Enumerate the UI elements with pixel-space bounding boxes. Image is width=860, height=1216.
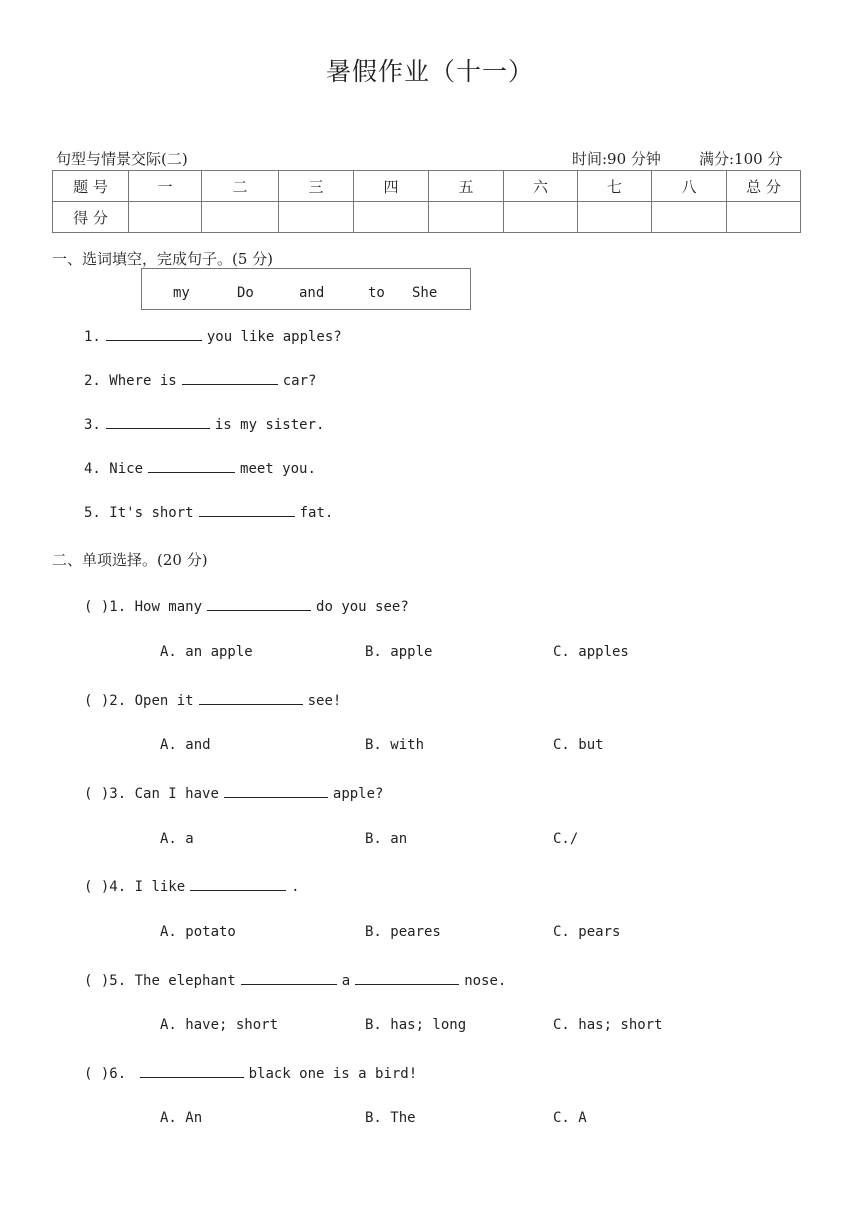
choice-question (84, 783, 383, 802)
fill-question (84, 458, 316, 477)
score-table-cell: 得 分 (53, 202, 129, 233)
question-number: 2. (84, 373, 101, 389)
answer-blank[interactable] (199, 502, 295, 517)
section1-heading: 一、选词填空，完成句子。(5 分) (52, 250, 274, 268)
score-table-header-row (53, 171, 801, 202)
option-a[interactable]: A. an apple (160, 644, 253, 660)
fill-question (84, 326, 342, 345)
score-table (52, 170, 801, 233)
question-text: apple? (332, 786, 384, 802)
answer-blank (224, 783, 328, 798)
option-a[interactable]: A. An (160, 1110, 203, 1126)
option-c[interactable]: C. apples (553, 644, 629, 660)
answer-paren[interactable]: ( )1. (84, 599, 127, 615)
question-text: do you see? (316, 599, 409, 615)
score-table-cell: 六 (504, 171, 578, 202)
choice-question (84, 876, 300, 895)
option-b[interactable]: B. has; long (365, 1017, 467, 1033)
word-bank-item: and (299, 285, 325, 301)
word-bank (141, 268, 471, 310)
question-number: 5. (84, 505, 101, 521)
answer-paren[interactable]: ( )5. (84, 973, 127, 989)
fill-question (84, 414, 324, 433)
question-text: see! (307, 693, 342, 709)
score-table-cell: 七 (578, 171, 652, 202)
score-input-cell[interactable] (279, 202, 354, 233)
score-input-cell[interactable] (354, 202, 429, 233)
question-text: you like apples? (206, 329, 342, 345)
question-number: 1. (84, 329, 101, 345)
subject-label: 句型与情景交际(二) (56, 150, 188, 168)
page-title: 暑假作业（十一） (325, 57, 534, 86)
score-table-cell: 三 (279, 171, 354, 202)
answer-blank[interactable] (182, 370, 278, 385)
score-table-cell: 总 分 (727, 171, 801, 202)
option-c[interactable]: C. has; short (553, 1017, 663, 1033)
score-input-cell[interactable] (202, 202, 279, 233)
score-input-cell[interactable] (429, 202, 504, 233)
answer-paren[interactable]: ( )2. (84, 693, 127, 709)
score-label: 满分:100 分 (699, 150, 783, 168)
score-input-cell[interactable] (652, 202, 727, 233)
answer-paren[interactable]: ( )3. (84, 786, 127, 802)
question-text: fat. (299, 505, 334, 521)
option-b[interactable]: B. peares (365, 924, 441, 940)
answer-blank (355, 970, 459, 985)
question-text: black one is a bird! (248, 1066, 418, 1082)
score-table-cell: 二 (202, 171, 279, 202)
answer-paren[interactable]: ( )4. (84, 879, 127, 895)
question-text: Where is (109, 373, 177, 389)
score-input-cell[interactable] (129, 202, 202, 233)
score-table-cell: 一 (129, 171, 202, 202)
option-a[interactable]: A. have; short (160, 1017, 279, 1033)
answer-blank (190, 876, 286, 891)
answer-blank (241, 970, 337, 985)
score-table-cell: 八 (652, 171, 727, 202)
question-text: It's short (109, 505, 194, 521)
score-input-cell[interactable] (578, 202, 652, 233)
question-text: Open it (134, 693, 194, 709)
question-text: How many (134, 599, 203, 615)
answer-blank (207, 596, 311, 611)
choice-question (84, 596, 409, 615)
question-text: . (291, 879, 300, 895)
question-number: 4. (84, 461, 101, 477)
question-text: Nice (109, 461, 144, 477)
score-table-score-row (53, 202, 801, 233)
word-bank-item: to (368, 285, 385, 301)
question-text: is my sister. (214, 417, 325, 433)
option-c[interactable]: C. pears (553, 924, 621, 940)
fill-question (84, 502, 333, 521)
option-b[interactable]: B. an (365, 831, 408, 847)
question-text: a (341, 973, 351, 989)
choice-question (84, 1063, 417, 1082)
score-input-cell[interactable] (504, 202, 578, 233)
option-c[interactable]: C. but (553, 737, 604, 753)
question-text: The elephant (134, 973, 236, 989)
word-bank-item: She (412, 285, 438, 301)
option-c[interactable]: C./ (553, 831, 579, 847)
question-text: meet you. (240, 461, 316, 477)
score-table-cell: 四 (354, 171, 429, 202)
word-bank-item: Do (237, 285, 254, 301)
option-a[interactable]: A. and (160, 737, 211, 753)
score-input-cell[interactable] (727, 202, 801, 233)
time-label: 时间:90 分钟 (572, 150, 661, 168)
option-b[interactable]: B. The (365, 1110, 416, 1126)
answer-blank[interactable] (106, 414, 210, 429)
option-a[interactable]: A. a (160, 831, 194, 847)
word-bank-item: my (173, 285, 190, 301)
option-b[interactable]: B. with (365, 737, 425, 753)
score-table-cell: 题 号 (53, 171, 129, 202)
choice-question (84, 970, 506, 989)
answer-blank[interactable] (148, 458, 235, 473)
section2-heading: 二、单项选择。(20 分) (52, 551, 208, 569)
question-number: 3. (84, 417, 101, 433)
answer-paren[interactable]: ( )6. (84, 1066, 127, 1082)
question-text: nose. (464, 973, 507, 989)
option-b[interactable]: B. apple (365, 644, 433, 660)
choice-question (84, 690, 341, 709)
option-c[interactable]: C. A (553, 1110, 587, 1126)
score-table-cell: 五 (429, 171, 504, 202)
question-text: car? (282, 373, 317, 389)
answer-blank (199, 690, 303, 705)
fill-question (84, 370, 316, 389)
question-text: I like (134, 879, 186, 895)
answer-blank[interactable] (106, 326, 202, 341)
question-text: Can I have (134, 786, 219, 802)
option-a[interactable]: A. potato (160, 924, 236, 940)
answer-blank (140, 1063, 244, 1078)
